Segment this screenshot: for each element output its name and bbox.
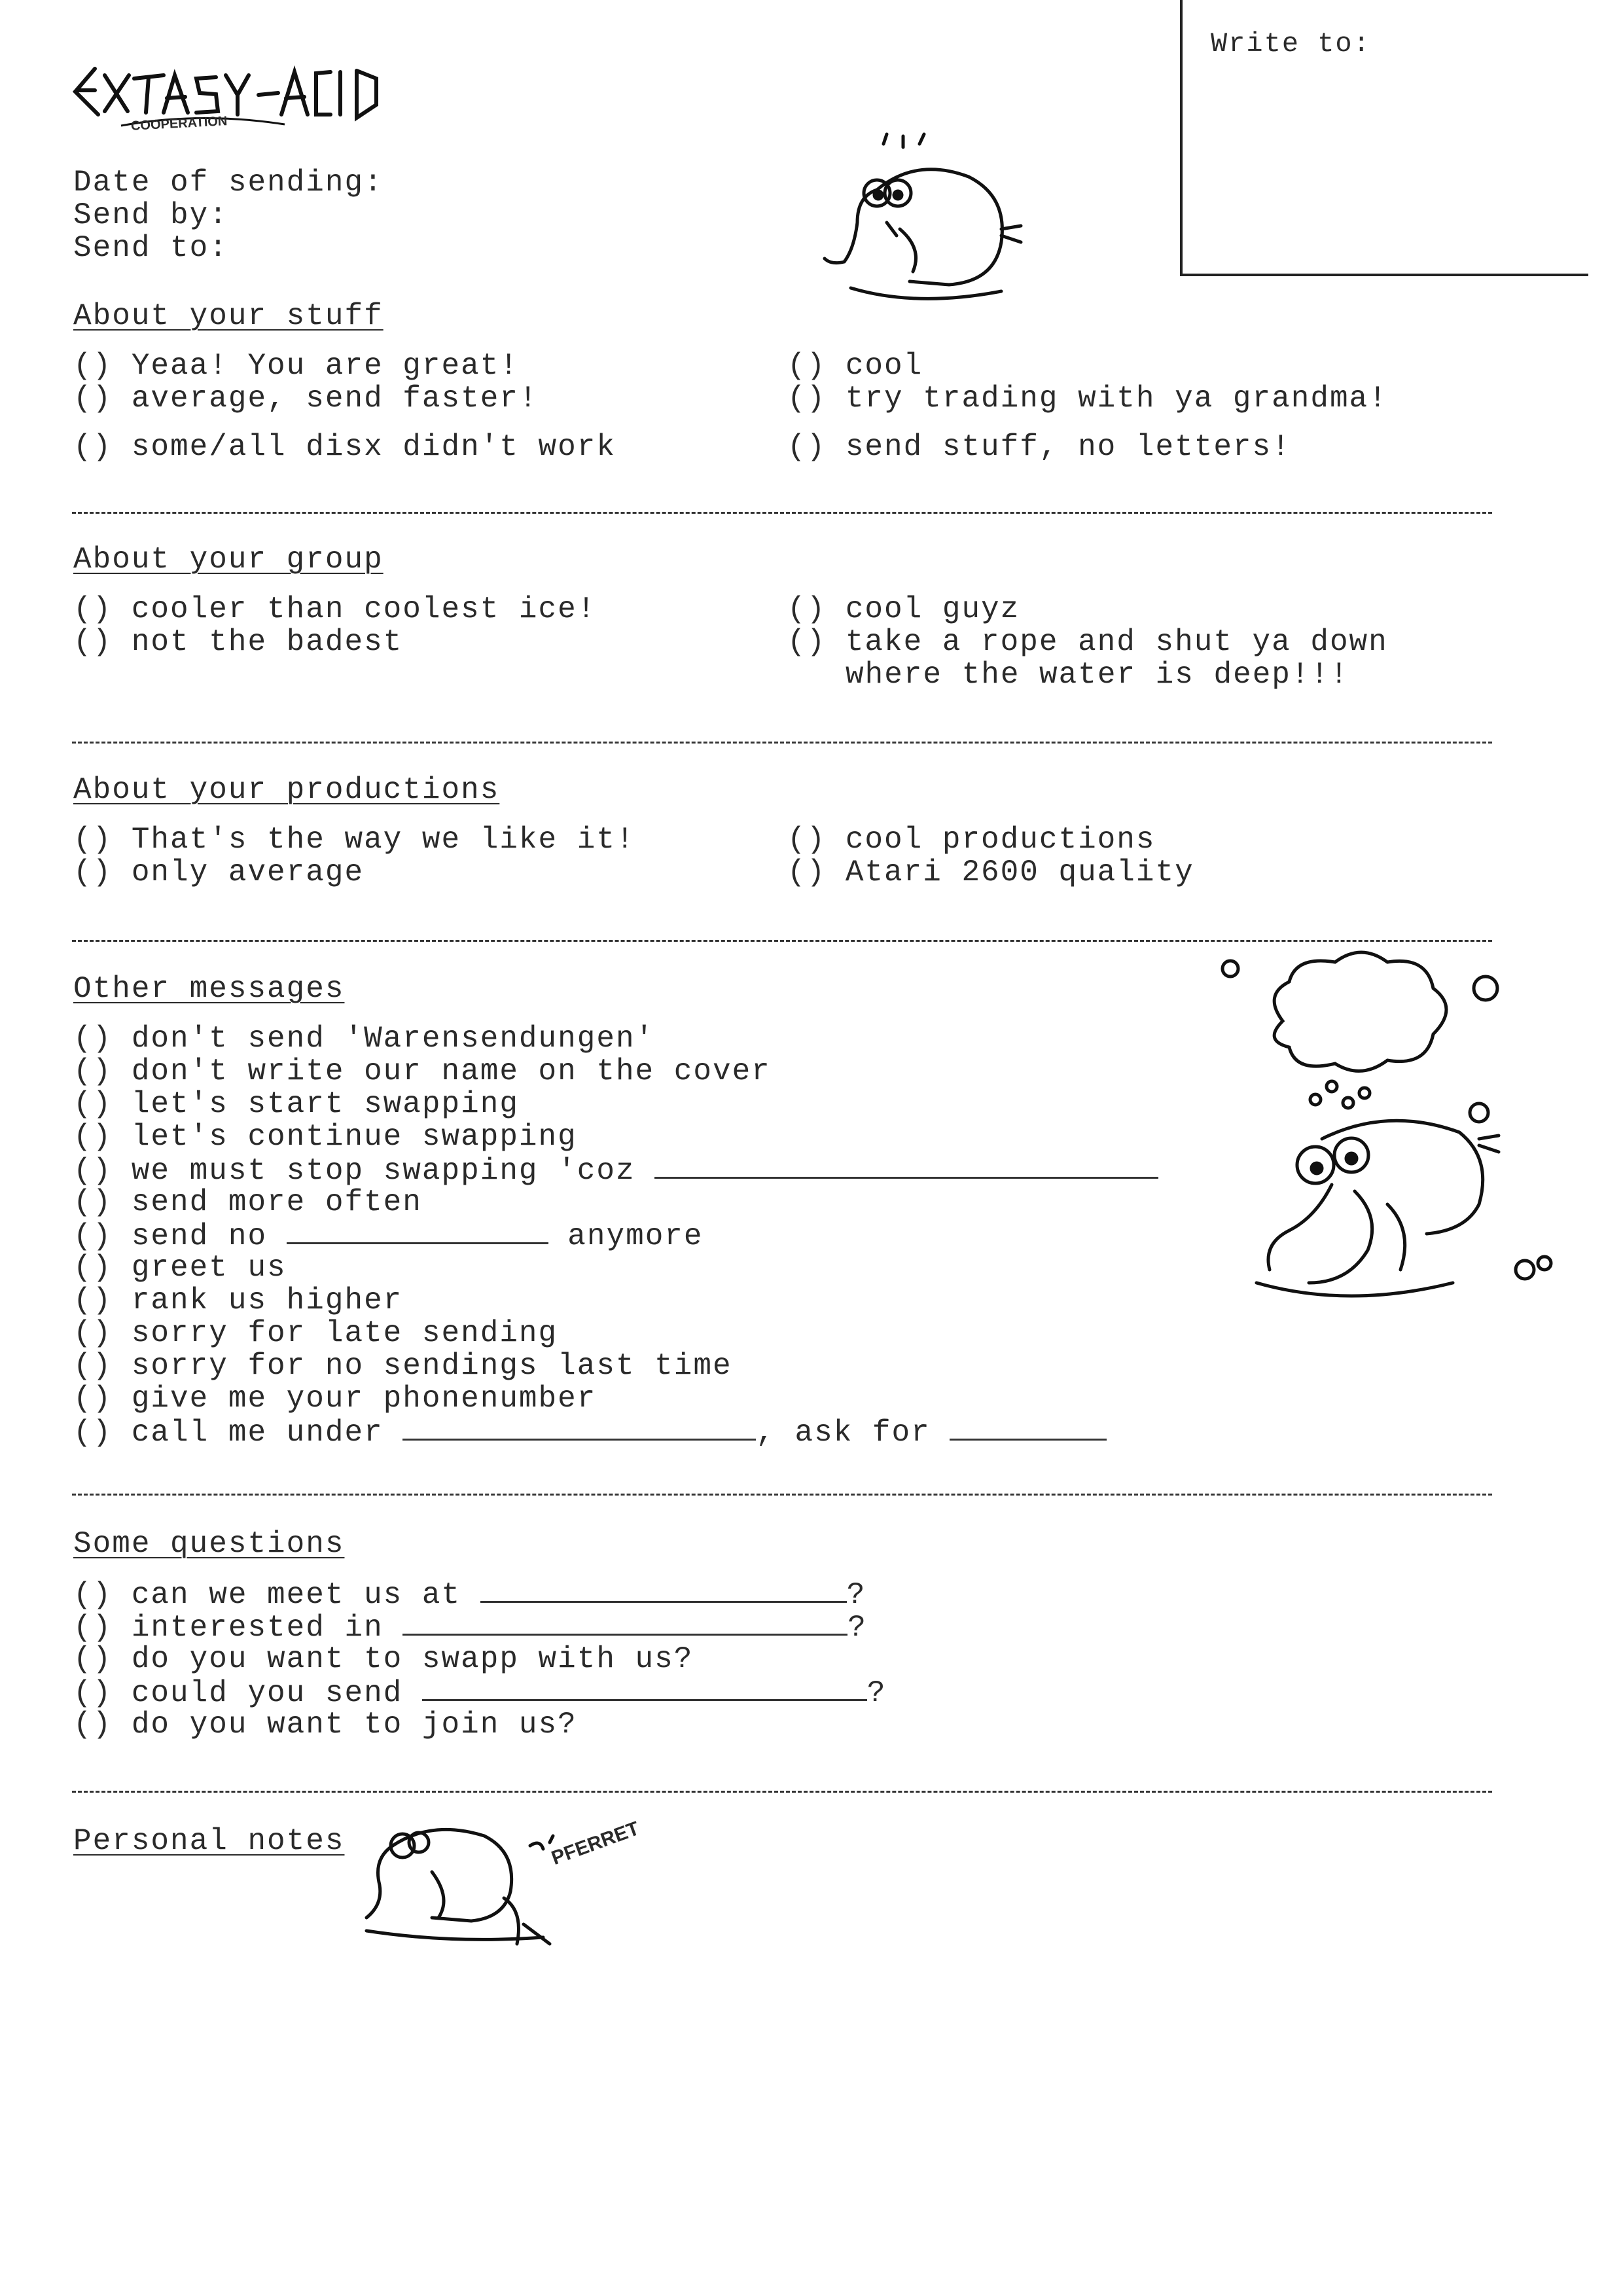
- stuff-option-cool[interactable]: [787, 350, 923, 382]
- option-label: cool productions: [845, 823, 1156, 857]
- checkbox[interactable]: (): [73, 625, 113, 659]
- checkbox[interactable]: (): [787, 855, 827, 889]
- other-option-11[interactable]: [73, 1350, 732, 1382]
- elephant-drawing-top: [785, 131, 1034, 321]
- could-send-blank[interactable]: [422, 1676, 867, 1701]
- stuff-option-average[interactable]: [73, 382, 539, 415]
- elephant-drawing-thinking: [1217, 942, 1584, 1322]
- option-label: send no: [131, 1219, 268, 1253]
- section-divider: [72, 742, 1492, 744]
- option-label: cool guyz: [845, 592, 1020, 626]
- send-to-label: Send to:: [73, 231, 228, 265]
- group-heading: About your group: [73, 543, 383, 577]
- option-label: some/all disx didn't work: [131, 430, 616, 464]
- ask-for-blank[interactable]: [950, 1415, 1107, 1441]
- checkbox[interactable]: (): [73, 1611, 113, 1645]
- checkbox[interactable]: (): [73, 1154, 113, 1188]
- checkbox[interactable]: (): [73, 1120, 113, 1154]
- stop-reason-blank[interactable]: [654, 1153, 1158, 1179]
- checkbox[interactable]: (): [787, 823, 827, 857]
- question-option-interested[interactable]: [73, 1610, 867, 1644]
- date-of-sending-label: Date of sending:: [73, 166, 383, 200]
- group-logo-lettering: [69, 52, 409, 144]
- question-option-join[interactable]: [73, 1708, 577, 1741]
- option-label: could you send: [131, 1676, 403, 1710]
- section-divider: [72, 1494, 1492, 1496]
- option-label-suffix: , ask for: [756, 1416, 931, 1450]
- send-no-blank[interactable]: [287, 1219, 548, 1244]
- stuff-option-great[interactable]: [73, 350, 519, 382]
- group-option-not-badest[interactable]: [73, 626, 402, 658]
- option-label: we must stop swapping 'coz: [131, 1154, 635, 1188]
- checkbox[interactable]: (): [73, 1087, 113, 1121]
- option-label: Atari 2600 quality: [845, 855, 1194, 889]
- checkbox[interactable]: (): [73, 1283, 113, 1318]
- question-option-send[interactable]: [73, 1676, 887, 1710]
- signature-text: PFERRET: [548, 1818, 643, 1869]
- stuff-heading: About your stuff: [73, 299, 383, 333]
- option-label: let's continue swapping: [131, 1120, 577, 1154]
- checkbox[interactable]: (): [73, 430, 113, 464]
- other-option-8[interactable]: [73, 1251, 287, 1284]
- checkbox[interactable]: (): [73, 382, 113, 416]
- checkbox[interactable]: (): [73, 1708, 113, 1742]
- other-option-9[interactable]: [73, 1284, 402, 1317]
- option-label: give me your phonenumber: [131, 1382, 597, 1416]
- option-label: average, send faster!: [131, 382, 539, 416]
- option-label: cool: [845, 349, 923, 383]
- questions-heading: Some questions: [73, 1527, 345, 1561]
- checkbox[interactable]: (): [787, 592, 827, 626]
- option-label: sorry for no sendings last time: [131, 1349, 732, 1383]
- section-divider: [72, 940, 1492, 942]
- stuff-option-grandma[interactable]: [787, 382, 1388, 415]
- logo-subtext: COOPERATION: [130, 114, 228, 134]
- other-option-13[interactable]: [73, 1415, 1107, 1449]
- option-label: can we meet us at: [131, 1578, 461, 1612]
- productions-option-cool[interactable]: [787, 823, 1156, 856]
- other-option-5[interactable]: [73, 1186, 422, 1219]
- option-label: send stuff, no letters!: [845, 430, 1291, 464]
- stuff-option-disx[interactable]: [73, 431, 616, 463]
- question-mark: ?: [866, 1676, 887, 1710]
- productions-option-atari[interactable]: [787, 856, 1194, 889]
- section-divider: [72, 1791, 1492, 1793]
- checkbox[interactable]: (): [73, 1022, 113, 1056]
- option-label-suffix: anymore: [567, 1219, 704, 1253]
- checkbox[interactable]: (): [73, 855, 113, 889]
- option-label: rank us higher: [131, 1283, 403, 1318]
- option-label: let's start swapping: [131, 1087, 519, 1121]
- question-option-meet[interactable]: [73, 1577, 866, 1611]
- option-label: not the badest: [131, 625, 403, 659]
- option-label: do you want to join us?: [131, 1708, 577, 1742]
- option-label: send more often: [131, 1185, 422, 1219]
- stuff-option-no-letters[interactable]: [787, 431, 1291, 463]
- option-label: That's the way we like it!: [131, 823, 635, 857]
- other-option-3[interactable]: [73, 1121, 577, 1153]
- option-label: take a rope and shut ya down: [845, 625, 1388, 659]
- other-option-4[interactable]: [73, 1153, 1158, 1187]
- personal-notes-heading: Personal notes: [73, 1824, 345, 1858]
- checkbox[interactable]: (): [787, 349, 827, 383]
- checkbox[interactable]: (): [73, 1416, 113, 1450]
- checkbox[interactable]: (): [787, 382, 827, 416]
- send-by-label: Send by:: [73, 198, 228, 232]
- checkbox[interactable]: (): [73, 1054, 113, 1088]
- group-logo: [69, 52, 409, 147]
- productions-option-like[interactable]: [73, 823, 635, 856]
- question-mark: ?: [847, 1611, 867, 1645]
- thinking-elephant-illustration: [1217, 942, 1584, 1322]
- elephant-drawing-signature: [353, 1806, 661, 1950]
- option-label: call me under: [131, 1416, 383, 1450]
- checkbox[interactable]: (): [73, 349, 113, 383]
- checkbox[interactable]: (): [73, 1219, 113, 1253]
- productions-heading: About your productions: [73, 773, 500, 807]
- elephant-illustration: [785, 131, 1034, 321]
- checkbox[interactable]: (): [787, 625, 827, 659]
- option-label: don't write our name on the cover: [131, 1054, 771, 1088]
- write-to-label: Write to:: [1211, 28, 1371, 60]
- option-label: only average: [131, 855, 365, 889]
- other-option-2[interactable]: [73, 1088, 519, 1121]
- other-option-6[interactable]: [73, 1219, 704, 1253]
- question-option-swapp[interactable]: [73, 1643, 693, 1676]
- checkbox[interactable]: (): [73, 1642, 113, 1676]
- option-label: cooler than coolest ice!: [131, 592, 597, 626]
- productions-option-average[interactable]: [73, 856, 364, 889]
- group-option-rope[interactable]: [787, 626, 1388, 658]
- checkbox[interactable]: (): [73, 1382, 113, 1416]
- group-option-cool-guyz[interactable]: [787, 593, 1020, 626]
- option-label: try trading with ya grandma!: [845, 382, 1388, 416]
- checkbox[interactable]: (): [73, 1185, 113, 1219]
- phone-blank[interactable]: [402, 1415, 756, 1441]
- option-label: Yeaa! You are great!: [131, 349, 519, 383]
- interest-blank[interactable]: [402, 1610, 847, 1636]
- group-option-rope-continued: where the water is deep!!!: [846, 658, 1349, 692]
- checkbox[interactable]: (): [73, 823, 113, 857]
- option-label: greet us: [131, 1251, 287, 1285]
- other-option-1[interactable]: [73, 1055, 771, 1088]
- option-label: don't send 'Warensendungen': [131, 1022, 655, 1056]
- option-label: do you want to swapp with us?: [131, 1642, 694, 1676]
- checkbox[interactable]: (): [73, 1251, 113, 1285]
- checkbox[interactable]: (): [787, 430, 827, 464]
- checkbox[interactable]: (): [73, 1676, 113, 1710]
- checkbox[interactable]: (): [73, 592, 113, 626]
- checkbox[interactable]: (): [73, 1349, 113, 1383]
- other-option-12[interactable]: [73, 1382, 596, 1415]
- question-mark: ?: [846, 1578, 866, 1612]
- group-option-cooler[interactable]: [73, 593, 596, 626]
- other-option-0[interactable]: [73, 1022, 654, 1055]
- section-divider: [72, 512, 1492, 514]
- meet-location-blank[interactable]: [480, 1577, 847, 1603]
- checkbox[interactable]: (): [73, 1316, 113, 1350]
- option-label: sorry for late sending: [131, 1316, 558, 1350]
- checkbox[interactable]: (): [73, 1578, 113, 1612]
- other-option-10[interactable]: [73, 1317, 558, 1350]
- option-label: interested in: [131, 1611, 383, 1645]
- other-messages-heading: Other messages: [73, 972, 345, 1006]
